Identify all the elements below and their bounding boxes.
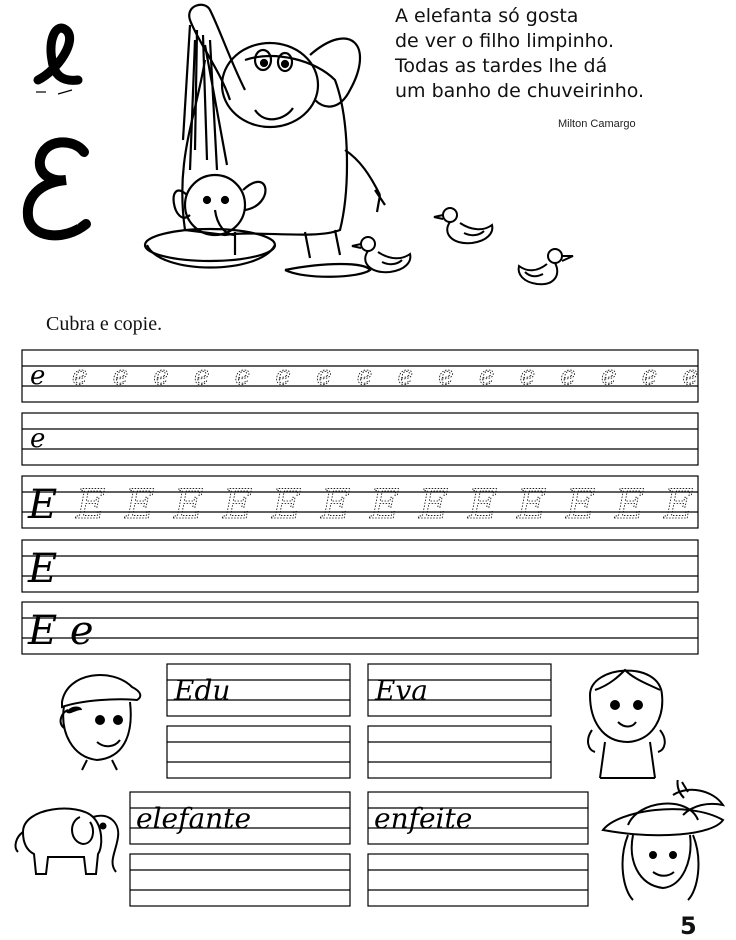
row-4-model: E: [28, 546, 58, 592]
boy-cap-icon: [42, 662, 152, 772]
trace-letter: e: [194, 361, 210, 391]
poem-line: de ver o filho limpinho.: [395, 30, 615, 52]
word-enfeite: enfeite: [374, 802, 473, 835]
poem-line: um banho de chuveirinho.: [395, 80, 645, 102]
word-edu: Edu: [174, 674, 231, 707]
trace-letter: E: [517, 482, 547, 528]
poem-line: A elefanta só gosta: [395, 5, 579, 27]
trace-letter: e: [72, 361, 88, 391]
trace-letter: e: [234, 361, 251, 391]
trace-letter: e: [682, 361, 698, 391]
trace-letter: E: [566, 482, 596, 528]
woman-hat-icon: [598, 780, 728, 910]
trace-letter: e: [316, 361, 332, 391]
poem-author: Milton Camargo: [558, 118, 636, 130]
trace-letter: E: [223, 482, 253, 528]
row-1-model: e: [30, 361, 46, 391]
word-elefante: elefante: [136, 802, 252, 835]
trace-letter: e: [519, 361, 536, 391]
trace-letter: e: [601, 361, 617, 391]
trace-letter: E: [272, 482, 302, 528]
row-3-model: E: [28, 482, 58, 528]
trace-letter: e: [560, 361, 576, 391]
trace-letter: e: [397, 361, 413, 391]
trace-letter: E: [664, 482, 694, 528]
trace-letter: E: [76, 482, 106, 528]
trace-letter: E: [615, 482, 645, 528]
trace-letter: E: [321, 482, 351, 528]
trace-letter: e: [641, 361, 658, 391]
trace-letter: e: [112, 361, 129, 391]
trace-letter: e: [479, 361, 495, 391]
instruction-text: Cubra e copie.: [46, 313, 163, 335]
trace-letter: e: [275, 361, 291, 391]
page-number: 5: [680, 912, 697, 940]
trace-letter: e: [438, 361, 454, 391]
word-eva: Eva: [375, 674, 428, 707]
trace-letter: E: [370, 482, 400, 528]
trace-letter: E: [174, 482, 204, 528]
trace-letter: E: [468, 482, 498, 528]
row-2-model: e: [30, 424, 46, 454]
poem-line: Todas as tardes lhe dá: [395, 55, 608, 77]
row-5-model: E e: [28, 608, 94, 654]
girl-icon: [580, 660, 675, 780]
trace-letter: e: [153, 361, 169, 391]
trace-letter: e: [356, 361, 373, 391]
trace-letter: E: [419, 482, 449, 528]
trace-letter: E: [125, 482, 155, 528]
small-elephant-icon: [8, 792, 128, 882]
